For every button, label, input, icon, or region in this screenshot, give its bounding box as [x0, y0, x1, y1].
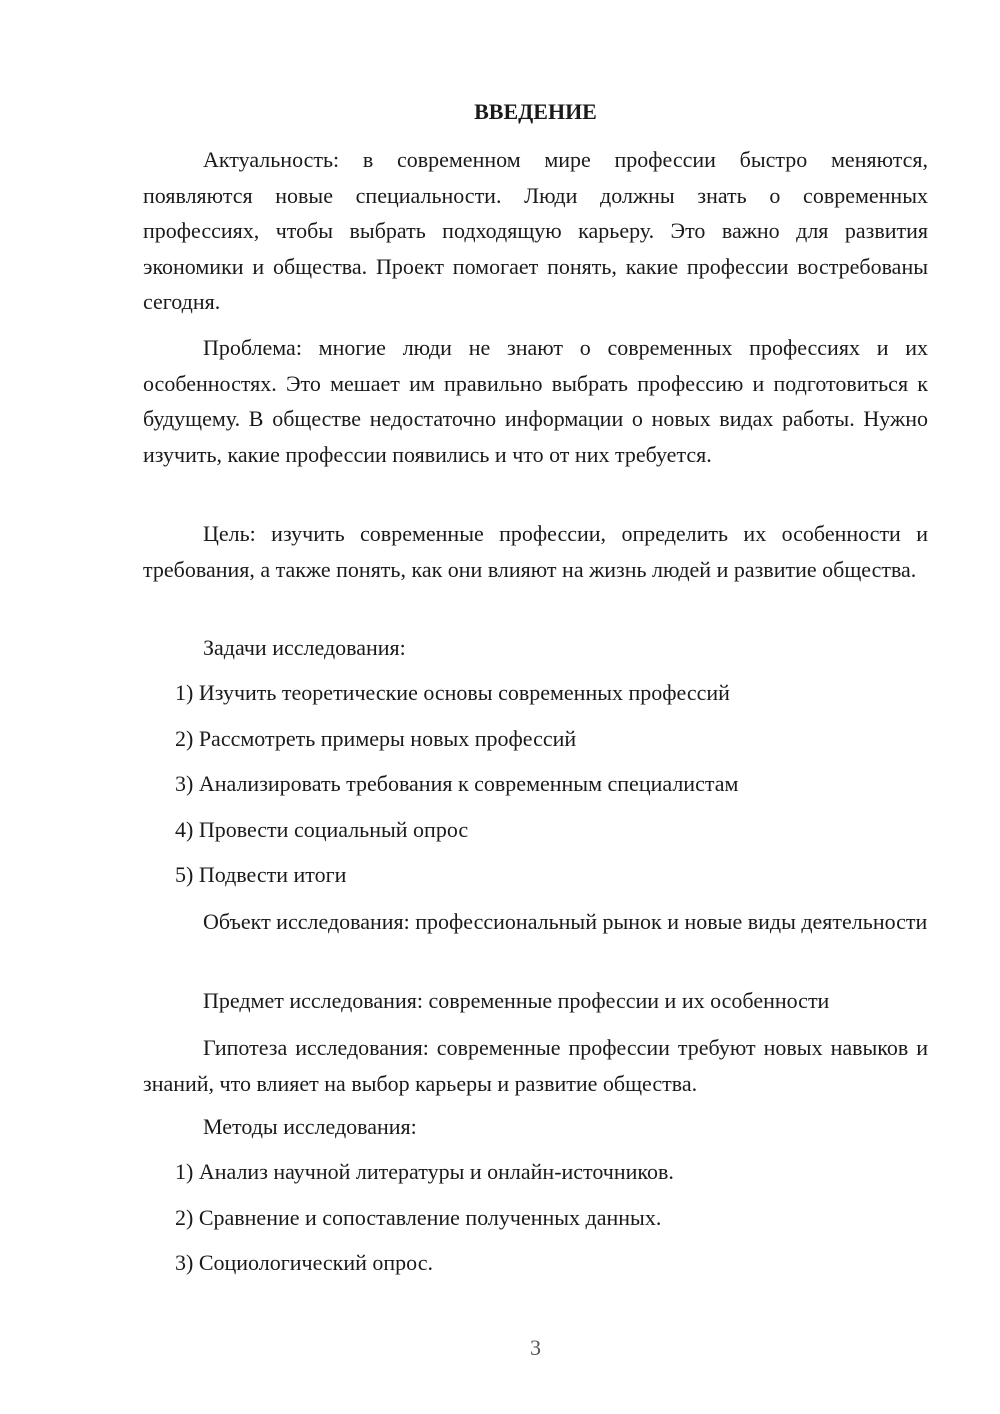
relevance-paragraph: Актуальность: в современном мире профессии быстро меняются, появляются новые специальности. Люди должны знать о современных профессиях, чтобы выбрать подходящую карьеру. Это важно для развития экономики и общества. Проект помогает понять, какие профессии востребованы сегодня. [143, 147, 928, 314]
page-title: ВВЕДЕНИЕ [474, 99, 597, 124]
subject-paragraph: Предмет исследования: современные профессии и их особенности [203, 988, 830, 1013]
task-item: 3) Анализировать требования к современным специалистам [175, 771, 739, 796]
hypothesis-paragraph: Гипотеза исследования: современные профессии требуют новых навыков и знаний, что влияет на выбор карьеры и развитие общества. [143, 1035, 928, 1096]
page-number: 3 [530, 1335, 541, 1360]
document-page [143, 0, 928, 1414]
method-item: 2) Сравнение и сопоставление полученных данных. [175, 1205, 662, 1230]
object-paragraph: Объект исследования: профессиональный рынок и новые виды деятельности [203, 909, 928, 934]
method-item: 3) Социологический опрос. [175, 1250, 433, 1275]
task-item: 2) Рассмотреть примеры новых профессий [175, 726, 577, 751]
problem-paragraph: Проблема: многие люди не знают о современных профессиях и их особенностях. Это мешает им правильно выбрать профессию и подготовиться к будущему. В обществе недостаточно информации о новых видах работы. Нужно изучить, какие профессии появились и что от них требуется. [143, 335, 928, 467]
methods-title: Методы исследования: [203, 1114, 417, 1139]
task-item: 5) Подвести итоги [175, 862, 347, 887]
method-item: 1) Анализ научной литературы и онлайн-источников. [175, 1159, 674, 1184]
goal-paragraph: Цель: изучить современные профессии, определить их особенности и требования, а также понять, как они влияют на жизнь людей и развитие общества. [143, 521, 928, 582]
task-item: 1) Изучить теоретические основы современных профессий [175, 680, 730, 705]
task-item: 4) Провести социальный опрос [175, 817, 469, 842]
tasks-title: Задачи исследования: [203, 635, 406, 660]
